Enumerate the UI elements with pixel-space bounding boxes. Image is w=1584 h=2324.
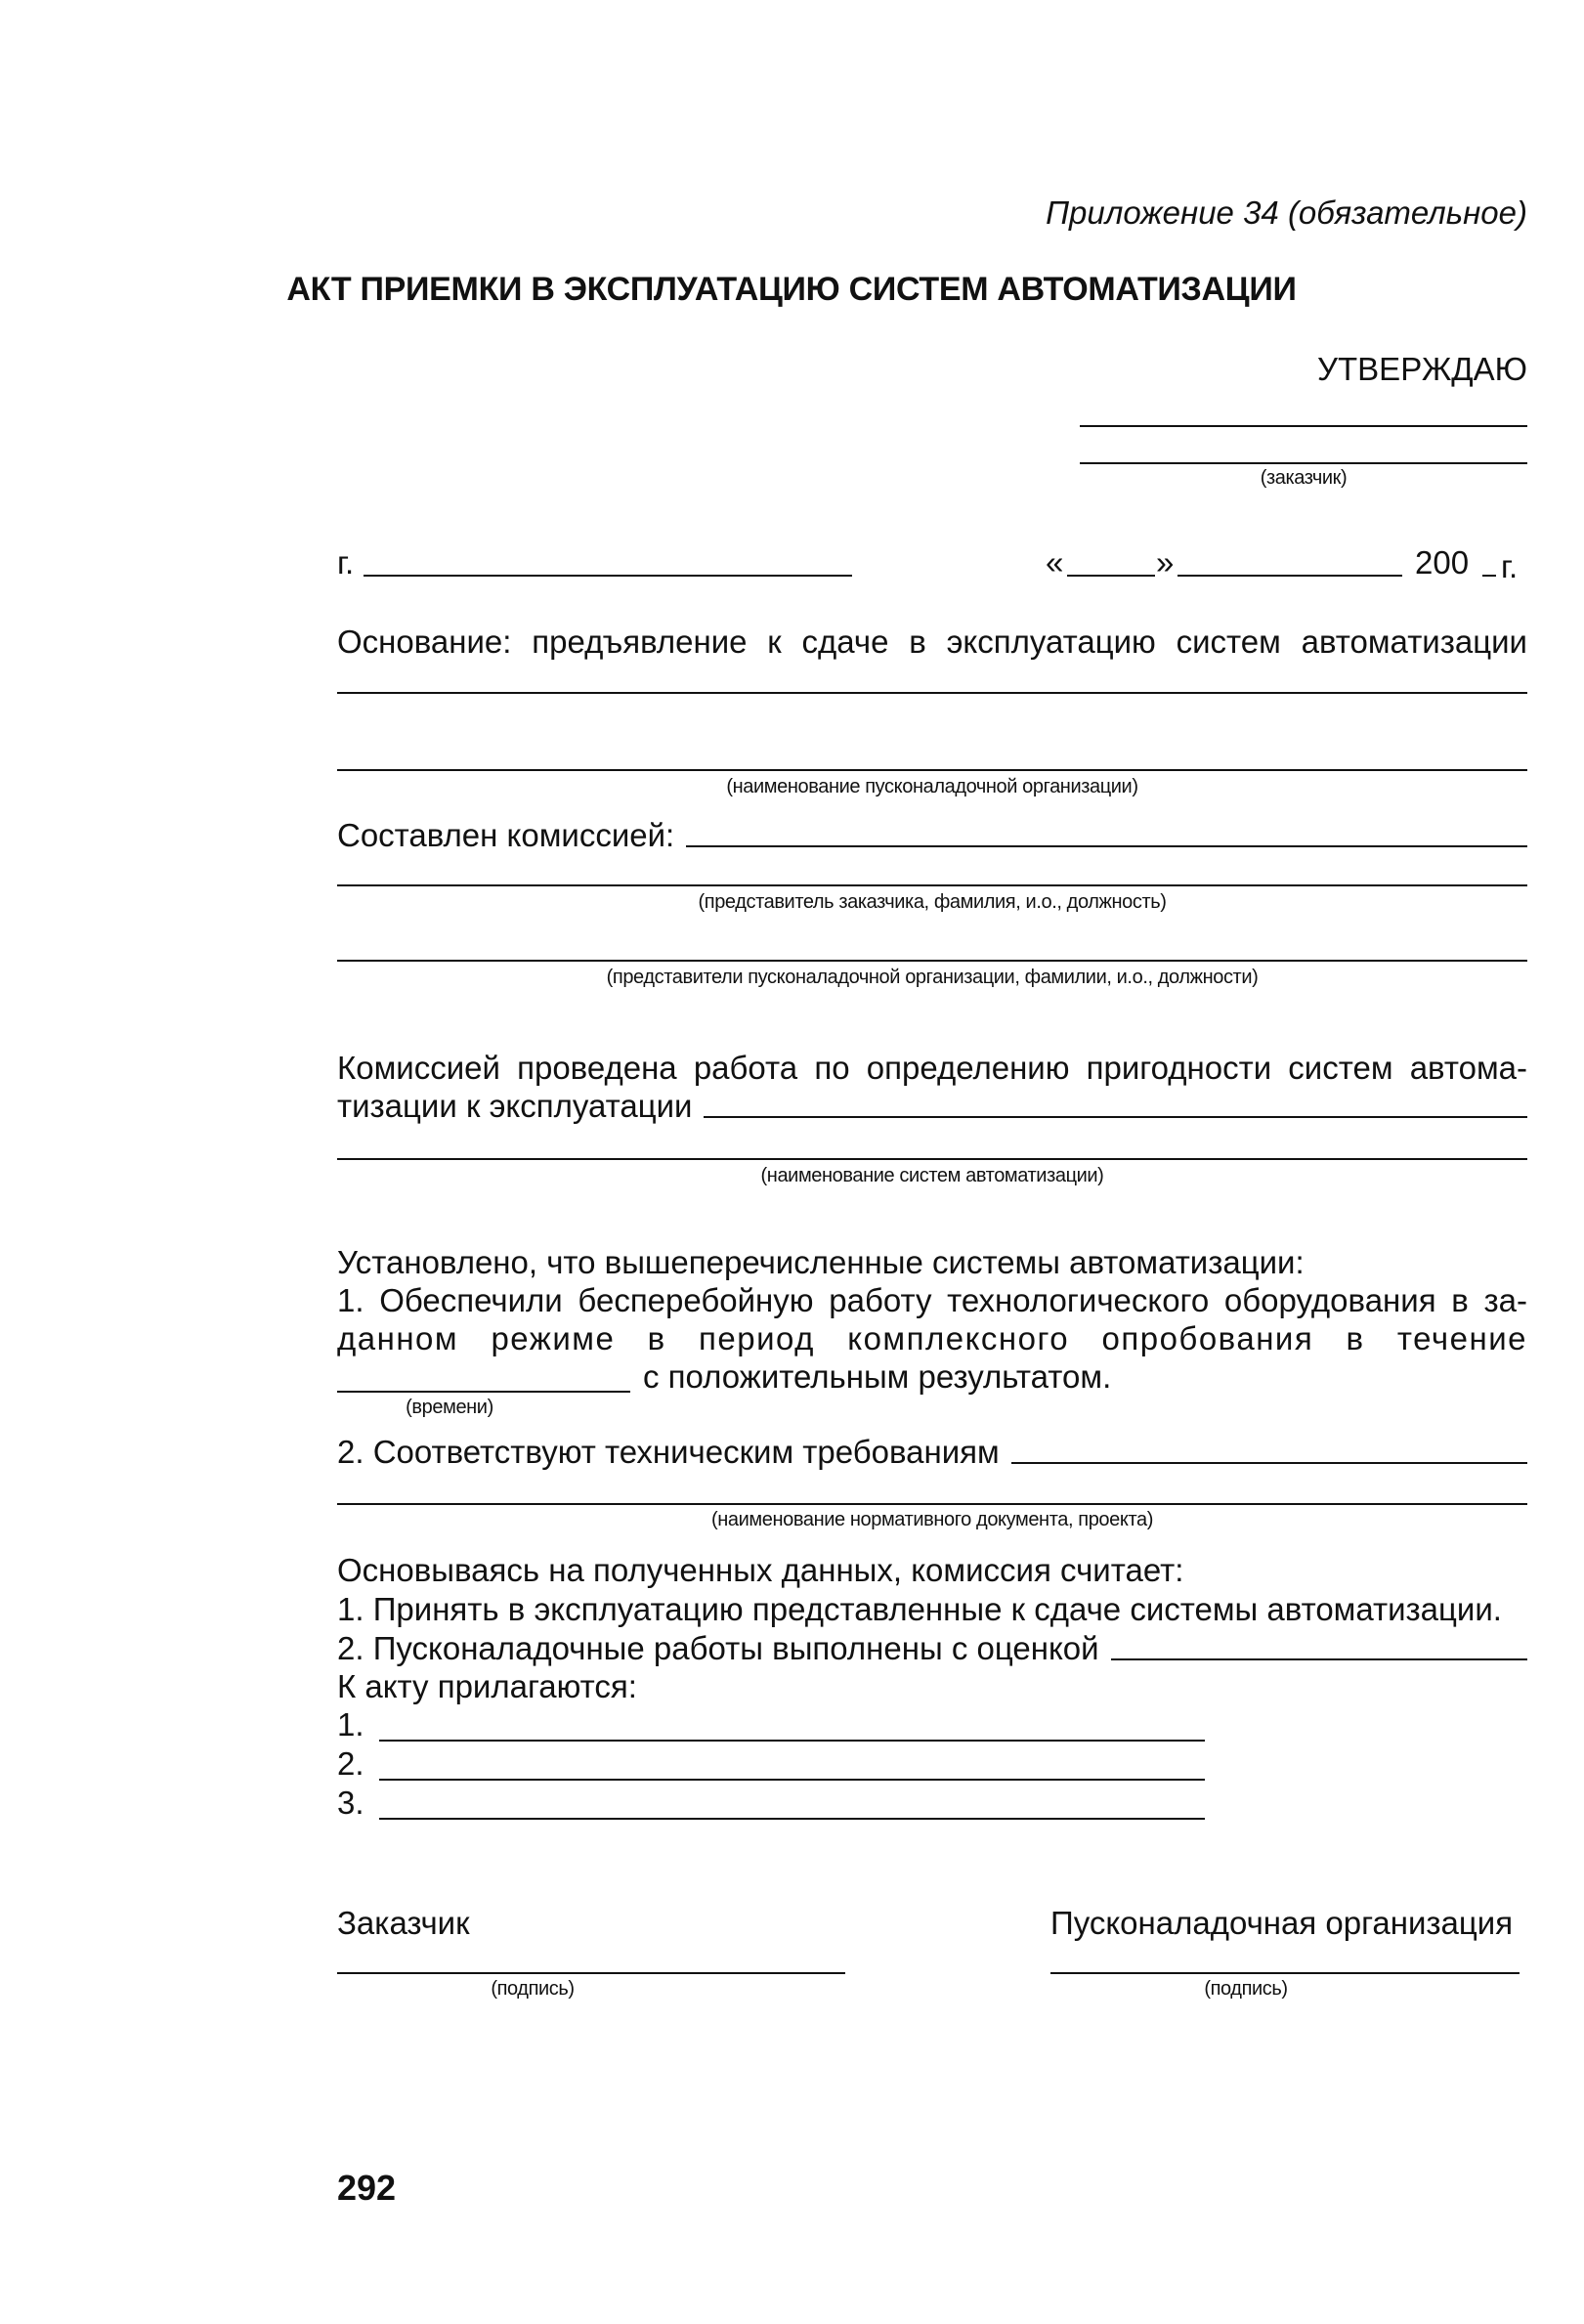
basis-text: Основание: предъявление к сдаче в эксплуатацию систем автоматизации [337,624,1527,660]
conclusion-item2-row [337,1629,1527,1668]
commission-line [686,845,1527,847]
commission-customer-line [337,884,1527,886]
approve-line-1 [1080,425,1527,427]
established-item1-line2: данном режиме в период комплексного опробования в течение [337,1320,1527,1356]
date-year-line [1482,575,1496,577]
org-signature-caption: (подпись) [1204,1978,1288,2000]
org-signature-line [1050,1972,1520,1974]
grade-line [1111,1658,1527,1660]
commission-customer-caption: (представитель заказчика, фамилия, и.о., должность) [698,891,1167,913]
date-year: 200 [1415,544,1470,581]
customer-caption: (заказчик) [1260,467,1348,489]
attachment-number: 2. [337,1745,364,1782]
customer-signature-label: Заказчик [337,1905,470,1941]
date-quote-close: » [1156,544,1175,581]
requirements-caption: (наименование нормативного документа, проекта) [711,1509,1153,1530]
established-intro: Установлено, что вышеперечисленные системы автоматизации: [337,1244,1305,1280]
approve-label: УТВЕРЖДАЮ [1317,351,1527,387]
city-line [364,575,852,577]
requirements-caption-line [337,1503,1527,1505]
commission-org-caption: (представители пусконаладочной организации, фамилии, и.о., должности) [606,967,1259,988]
work-row-2 [337,1087,1527,1126]
org-signature-label: Пусконаладочная организация [1050,1905,1514,1941]
city-prefix: г. [337,544,355,581]
page-number: 292 [337,2168,397,2208]
basis-line-2 [337,769,1527,771]
requirements-line [1011,1462,1527,1464]
date-month-line [1177,575,1402,577]
work-line-1: Комиссией проведена работа по определению пригодности систем автома- [337,1050,1527,1086]
date-year-suffix: г. [1501,548,1519,584]
established-item1-line1: 1. Обеспечили бесперебойную работу технологического оборудования в за- [337,1282,1527,1318]
appendix-label: Приложение 34 (обязательное) [1046,194,1527,231]
work-caption-line [337,1158,1527,1160]
attachments-label: К акту прилагаются: [337,1668,637,1704]
established-item2-row [337,1433,1527,1472]
conclusion-intro: Основываясь на полученных данных, комиссия считает: [337,1552,1184,1588]
established-item1-line3: с положительным результатом. [643,1358,1112,1395]
attachment-line [379,1818,1205,1820]
commission-row [337,816,1527,855]
commission-label: Составлен комиссией: [337,817,675,853]
approve-line-2 [1080,462,1527,464]
work-systems-line [704,1116,1527,1118]
time-caption: (времени) [406,1397,493,1418]
attachment-line [379,1740,1205,1742]
attachment-number: 1. [337,1706,364,1743]
work-caption: (наименование систем автоматизации) [760,1165,1104,1186]
conclusion-item2: 2. Пусконаладочные работы выполнены с оценкой [337,1630,1099,1666]
customer-signature-caption: (подпись) [491,1978,575,2000]
date-day-line [1067,575,1155,577]
basis-caption: (наименование пусконаладочной организации) [726,776,1138,797]
time-line [337,1391,630,1393]
established-item2: 2. Соответствуют техническим требованиям [337,1434,1000,1470]
attachment-number: 3. [337,1785,364,1821]
conclusion-item1: 1. Принять в эксплуатацию представленные к сдаче системы автоматизации. [337,1591,1502,1627]
work-line-2: тизации к эксплуатации [337,1088,693,1124]
basis-line-1 [337,692,1527,694]
document-title: АКТ ПРИЕМКИ В ЭКСПЛУАТАЦИЮ СИСТЕМ АВТОМАТИЗАЦИИ [286,271,1297,308]
customer-signature-line [337,1972,845,1974]
date-quote-open: « [1046,544,1064,581]
attachment-line [379,1779,1205,1781]
commission-org-line [337,960,1527,962]
